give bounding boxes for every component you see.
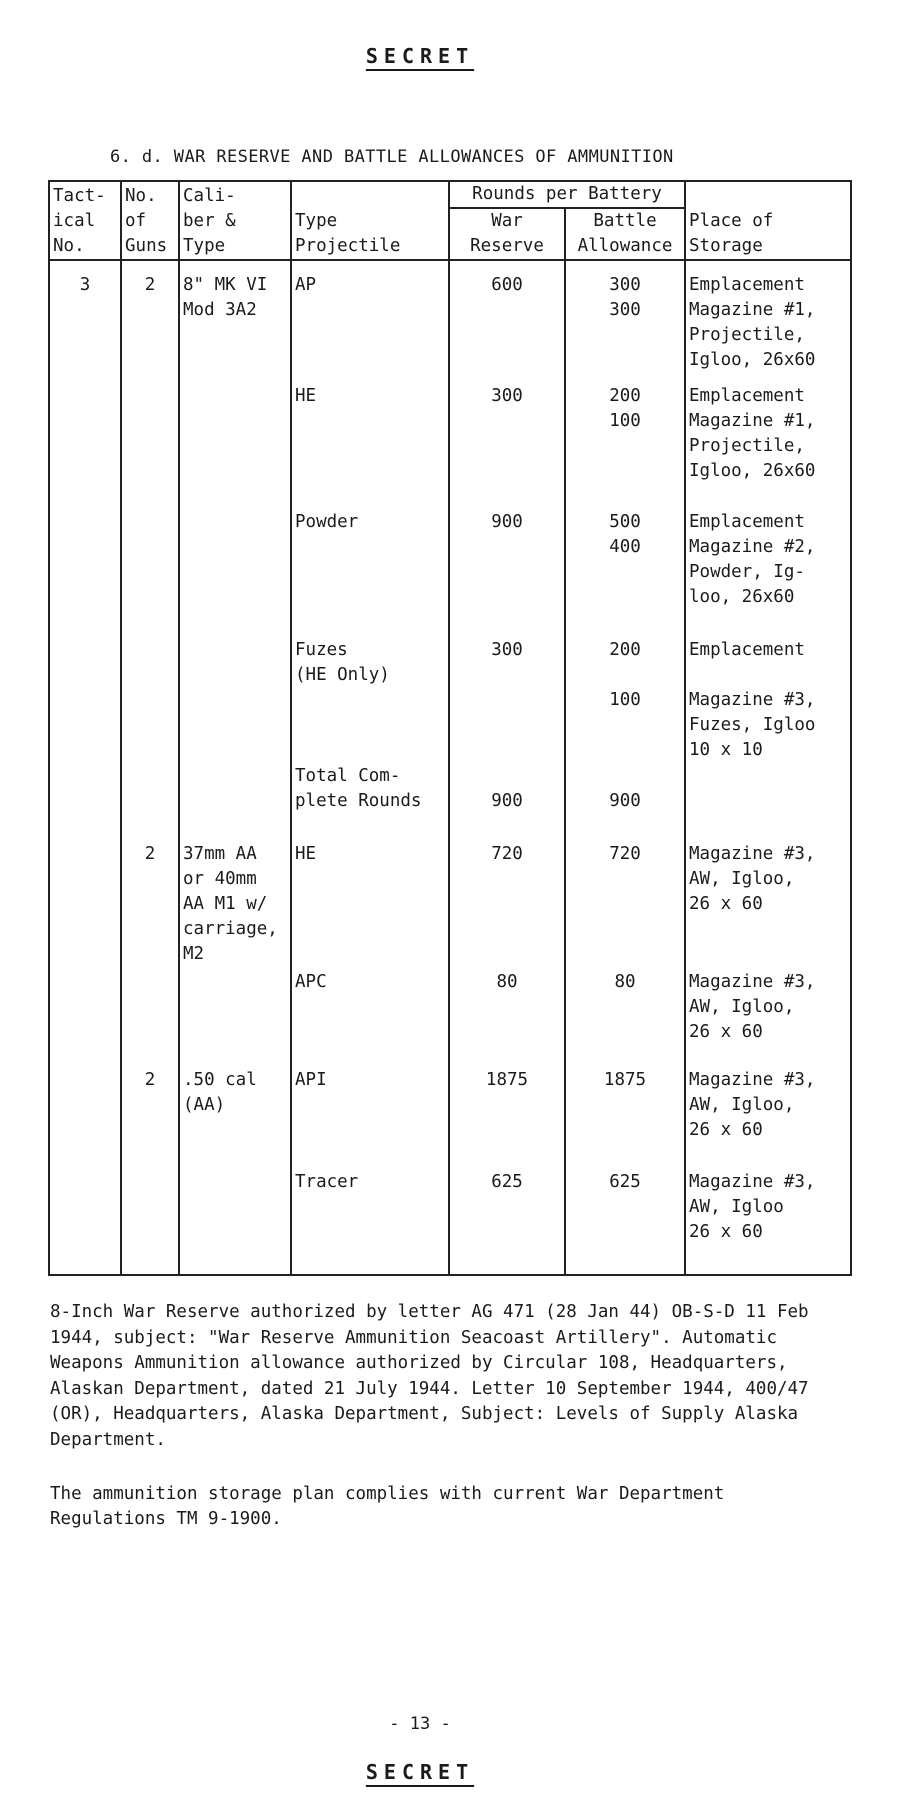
cell-projectile: Total Com- plete Rounds [291, 764, 449, 842]
cell-caliber [179, 510, 291, 638]
table-row [49, 260, 851, 384]
header-caliber-type: Cali- ber & Type [179, 181, 291, 260]
cell-storage: Magazine #3, AW, Igloo 26 x 60 [685, 1170, 851, 1275]
cell-guns [121, 970, 179, 1068]
cell-battle-allowance: 500 400 [565, 510, 685, 638]
cell-war-reserve: 600 [449, 260, 565, 384]
cell-projectile: HE [291, 842, 449, 970]
cell-caliber: 8" MK VI Mod 3A2 [179, 260, 291, 384]
cell-battle-allowance: 625 [565, 1170, 685, 1275]
table-row [49, 384, 851, 510]
cell-tactical-no [49, 384, 121, 510]
cell-tactical-no [49, 510, 121, 638]
notes-section [50, 1300, 850, 1561]
header-no-of-guns: No. of Guns [121, 181, 179, 260]
table-row [49, 842, 851, 970]
cell-battle-allowance: 300 300 [565, 260, 685, 384]
header-type-projectile: Type Projectile [291, 181, 449, 260]
authorization-note: 8-Inch War Reserve authorized by letter AG 471 (28 Jan 44) OB-S-D 11 Feb 1944, subject: "War Reserve Ammunition Seacoast Artillery". Automatic Weapons Ammunition allowance authorized by Circular 108, Headquarters, Alaskan Department, dated 21 July 1944. Letter 10 September 1944, 400/47 (OR), Headquarters, Alaska Department, Subject: Levels of Supply Alaska Department. [50, 1302, 809, 1450]
cell-guns [121, 384, 179, 510]
cell-battle-allowance: 900 [565, 764, 685, 842]
cell-tactical-no [49, 1170, 121, 1275]
cell-war-reserve: 720 [449, 842, 565, 970]
cell-storage: Emplacement Magazine #1, Projectile, Igloo, 26x60 [685, 260, 851, 384]
table-row [49, 510, 851, 638]
cell-projectile: Fuzes (HE Only) [291, 638, 449, 764]
cell-war-reserve: 80 [449, 970, 565, 1068]
cell-guns [121, 764, 179, 842]
cell-war-reserve: 900 [449, 510, 565, 638]
ammunition-table [48, 180, 852, 1276]
cell-battle-allowance: 200 100 [565, 384, 685, 510]
cell-caliber [179, 764, 291, 842]
classification-header: SECRET [365, 44, 475, 68]
cell-storage: Emplacement Magazine #2, Powder, Ig- loo, 26x60 [685, 510, 851, 638]
header-tactical-no: Tact- ical No. [49, 181, 121, 260]
cell-projectile: Tracer [291, 1170, 449, 1275]
cell-tactical-no: 3 [49, 260, 121, 384]
cell-caliber: 37mm AA or 40mm AA M1 w/ carriage, M2 [179, 842, 291, 970]
cell-caliber [179, 384, 291, 510]
header-place-of-storage: Place of Storage [685, 181, 851, 260]
cell-tactical-no [49, 842, 121, 970]
cell-war-reserve: 300 [449, 384, 565, 510]
cell-guns [121, 1170, 179, 1275]
cell-guns [121, 510, 179, 638]
cell-projectile: APC [291, 970, 449, 1068]
section-title: 6. d. WAR RESERVE AND BATTLE ALLOWANCES OF AMMUNITION [110, 147, 674, 167]
cell-war-reserve: 900 [449, 764, 565, 842]
table-row [49, 764, 851, 842]
cell-battle-allowance: 1875 [565, 1068, 685, 1170]
header-rounds-per-battery: Rounds per Battery [449, 181, 685, 208]
cell-war-reserve: 625 [449, 1170, 565, 1275]
cell-tactical-no [49, 1068, 121, 1170]
cell-projectile: Powder [291, 510, 449, 638]
cell-storage [685, 764, 851, 842]
cell-guns [121, 638, 179, 764]
cell-caliber [179, 970, 291, 1068]
cell-caliber [179, 638, 291, 764]
cell-tactical-no [49, 638, 121, 764]
cell-storage: Emplacement Magazine #3, Fuzes, Igloo 10 x 10 [685, 638, 851, 764]
cell-caliber [179, 1170, 291, 1275]
cell-storage: Emplacement Magazine #1, Projectile, Igloo, 26x60 [685, 384, 851, 510]
cell-battle-allowance: 200 100 [565, 638, 685, 764]
cell-war-reserve: 300 [449, 638, 565, 764]
cell-projectile: AP [291, 260, 449, 384]
header-battle-allowance: Battle Allowance [565, 208, 685, 260]
cell-guns: 2 [121, 842, 179, 970]
table-row [49, 1170, 851, 1275]
cell-storage: Magazine #3, AW, Igloo, 26 x 60 [685, 1068, 851, 1170]
cell-war-reserve: 1875 [449, 1068, 565, 1170]
table-row [49, 1068, 851, 1170]
cell-storage: Magazine #3, AW, Igloo, 26 x 60 [685, 842, 851, 970]
cell-battle-allowance: 80 [565, 970, 685, 1068]
cell-projectile: HE [291, 384, 449, 510]
cell-guns: 2 [121, 1068, 179, 1170]
storage-plan-note: The ammunition storage plan complies with current War Department Regulations TM 9-1900. [50, 1483, 725, 1530]
cell-tactical-no [49, 970, 121, 1068]
cell-projectile: API [291, 1068, 449, 1170]
cell-caliber: .50 cal (AA) [179, 1068, 291, 1170]
table-row [49, 638, 851, 764]
cell-storage: Magazine #3, AW, Igloo, 26 x 60 [685, 970, 851, 1068]
page-number: - 13 - [389, 1714, 451, 1734]
header-war-reserve: War Reserve [449, 208, 565, 260]
table-row [49, 970, 851, 1068]
cell-battle-allowance: 720 [565, 842, 685, 970]
cell-guns: 2 [121, 260, 179, 384]
cell-tactical-no [49, 764, 121, 842]
classification-footer: SECRET [365, 1760, 475, 1784]
